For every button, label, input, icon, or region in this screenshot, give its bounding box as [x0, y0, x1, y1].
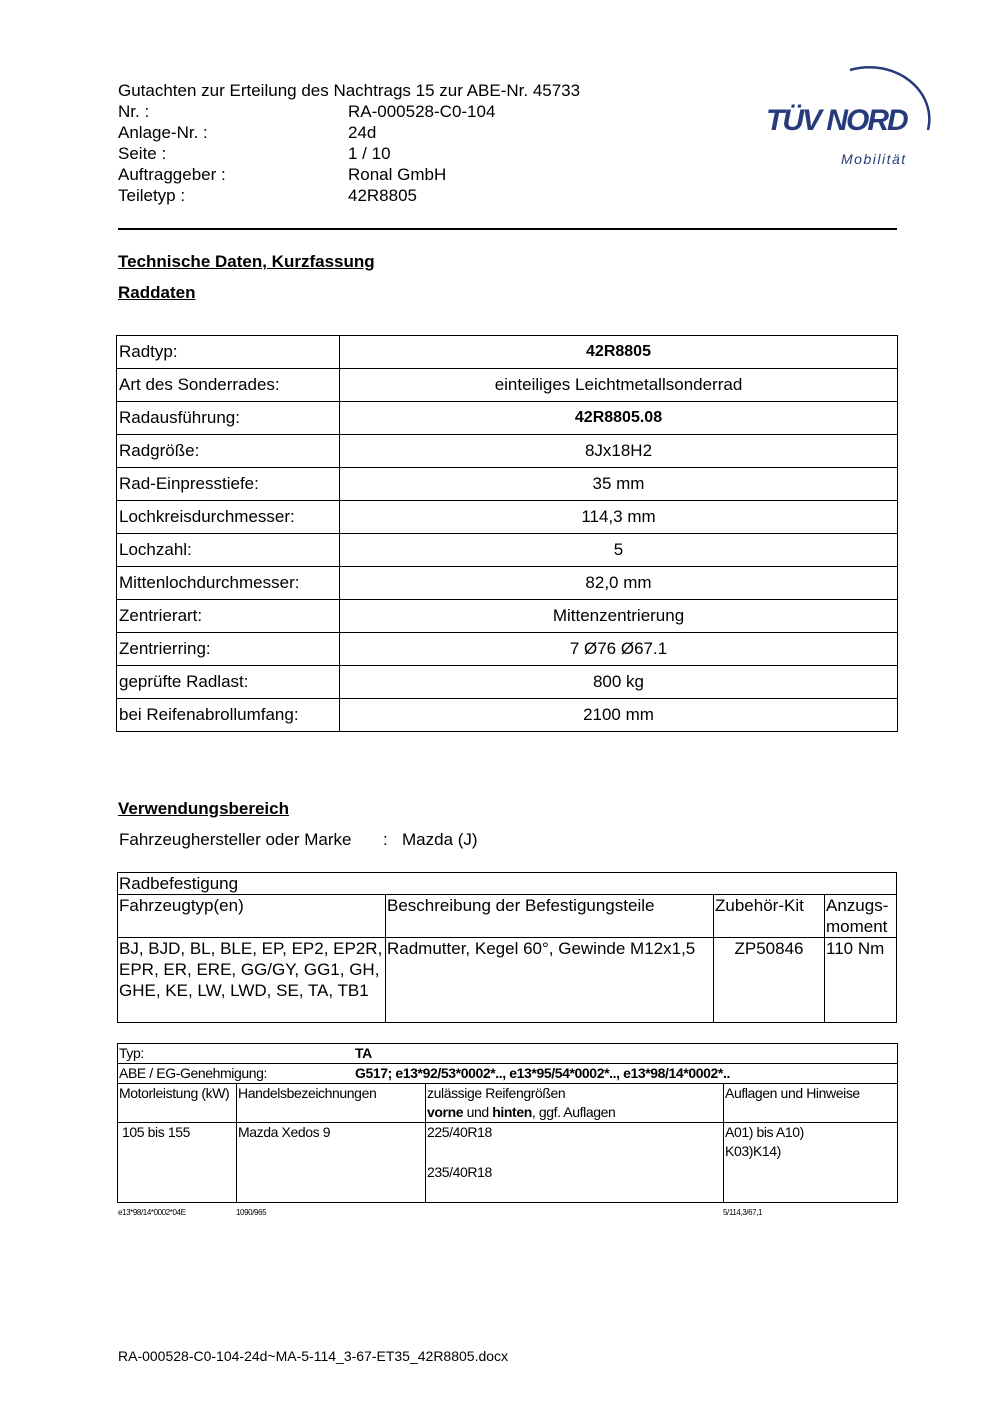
ausfuehrung-label: Radausführung: — [117, 402, 340, 435]
cell-auflagen — [724, 1123, 898, 1203]
reifen-header-line2 — [427, 1103, 722, 1122]
section-technical-data: Technische Daten, Kurzfassung — [118, 252, 375, 271]
radtyp-value: 42R8805 — [340, 336, 898, 369]
table-row — [118, 1084, 898, 1123]
header-handelsbezeichnungen: Handelsbezeichnungen — [237, 1084, 426, 1123]
table-row — [117, 336, 898, 369]
cell-anzugsmoment: 110 Nm — [825, 938, 897, 1023]
table-row — [117, 666, 898, 699]
footnote-gewicht: 1090/965 — [236, 1208, 267, 1217]
cell-beschreibung: Radmutter, Kegel 60°, Gewinde M12x1,5 — [386, 938, 714, 1023]
typ-value: TA — [355, 1045, 372, 1061]
header-row-anlage — [118, 122, 377, 143]
header-value: RA-000528-C0-104 — [348, 102, 496, 121]
art-label: Art des Sonderrades: — [117, 369, 340, 402]
header-value: 1 / 10 — [348, 144, 391, 163]
reifen-hinten: hinten — [492, 1104, 532, 1120]
header-reifengroessen — [426, 1084, 724, 1123]
einpresstiefe-label: Rad-Einpresstiefe: — [117, 468, 340, 501]
logo-subtitle: Mobilität — [841, 151, 907, 167]
radlast-label: geprüfte Radlast: — [117, 666, 340, 699]
header-auflagen: Auflagen und Hinweise — [724, 1084, 898, 1123]
abe-row — [118, 1064, 898, 1084]
cell-fahrzeugtyp: BJ, BJD, BL, BLE, EP, EP2, EP2R, EPR, ER, ERE, GG/GY, GG1, GH, GHE, KE, LW, LWD, SE, TA, TB1 — [118, 938, 386, 1023]
header-divider — [118, 228, 897, 230]
einpresstiefe-value: 35 mm — [340, 468, 898, 501]
header-label: Seite : — [118, 144, 167, 163]
header-label: Teiletyp : — [118, 186, 186, 205]
table-row — [117, 699, 898, 732]
auflagen-line: K03)K14) — [725, 1143, 781, 1159]
table-row — [118, 1044, 898, 1064]
section-raddaten: Raddaten — [118, 283, 196, 302]
cell-zubehoer-kit: ZP50846 — [714, 938, 825, 1023]
table-row — [117, 435, 898, 468]
table-row — [118, 938, 897, 1023]
reifen-auflagen: , ggf. Auflagen — [531, 1104, 616, 1120]
table-row — [117, 534, 898, 567]
header-anzugsmoment: Anzugs-moment — [825, 895, 897, 938]
hersteller-separator: : — [383, 830, 388, 849]
radgroesse-label: Radgröße: — [117, 435, 340, 468]
header-fahrzeugtyp: Fahrzeugtyp(en) — [118, 895, 386, 938]
abrollumfang-value: 2100 mm — [340, 699, 898, 732]
mittenloch-label: Mittenlochdurchmesser: — [117, 567, 340, 600]
zentrierart-label: Zentrierart: — [117, 600, 340, 633]
header-row-teiletyp — [118, 185, 418, 206]
table-row — [117, 468, 898, 501]
cell-motorleistung: 105 bis 155 — [118, 1123, 237, 1203]
header-beschreibung: Beschreibung der Befestigungsteile — [386, 895, 714, 938]
header-value: 42R8805 — [348, 186, 418, 205]
reifen-und: und — [463, 1104, 493, 1120]
footnote-lochkreis: 5/114,3/67,1 — [723, 1208, 763, 1217]
table-row — [118, 1123, 898, 1203]
header-row-nr — [118, 101, 496, 122]
reifen-size: 225/40R18 — [427, 1124, 492, 1140]
document-filename: RA-000528-C0-104-24d~MA-5-114_3-67-ET35_42R8805.docx — [118, 1348, 509, 1364]
table-row — [117, 402, 898, 435]
abrollumfang-label: bei Reifenabrollumfang: — [117, 699, 340, 732]
table-row — [118, 1064, 898, 1084]
table-row — [118, 895, 897, 938]
section-verwendungsbereich: Verwendungsbereich — [118, 799, 289, 818]
table-row — [117, 567, 898, 600]
table-row — [117, 369, 898, 402]
header-label: Auftraggeber : — [118, 165, 226, 184]
hersteller-label: Fahrzeughersteller oder Marke — [119, 830, 352, 849]
lochkreis-value: 114,3 mm — [340, 501, 898, 534]
zentrierart-value: Mittenzentrierung — [340, 600, 898, 633]
header-label: Nr. : — [118, 102, 150, 121]
reifen-header-line1: zulässige Reifengrößen — [427, 1085, 566, 1101]
radgroesse-value: 8Jx18H2 — [340, 435, 898, 468]
table-row — [117, 600, 898, 633]
lochzahl-label: Lochzahl: — [117, 534, 340, 567]
header-row-seite — [118, 143, 391, 164]
zentrierring-label: Zentrierring: — [117, 633, 340, 666]
typ-label: Typ: — [119, 1045, 144, 1061]
radtyp-label: Radtyp: — [117, 336, 340, 369]
cell-reifen — [426, 1123, 724, 1203]
lochkreis-label: Lochkreisdurchmesser: — [117, 501, 340, 534]
cell-handelsbezeichnung: Mazda Xedos 9 — [237, 1123, 426, 1203]
table-row — [118, 873, 897, 895]
art-value: einteiliges Leichtmetallsonderrad — [340, 369, 898, 402]
typ-row — [118, 1044, 898, 1064]
zentrierring-value: 7 Ø76 Ø67.1 — [340, 633, 898, 666]
radlast-value: 800 kg — [340, 666, 898, 699]
header-motorleistung: Motorleistung (kW) — [118, 1084, 237, 1123]
mittenloch-value: 82,0 mm — [340, 567, 898, 600]
befestigung-table — [117, 872, 897, 1023]
header-label: Anlage-Nr. : — [118, 123, 208, 142]
logo-wordmark: TÜV NORD — [766, 104, 907, 137]
footnote-genehmigung: e13*98/14*0002*04E — [118, 1208, 186, 1217]
hersteller-value: Mazda (J) — [402, 830, 478, 849]
ausfuehrung-value: 42R8805.08 — [340, 402, 898, 435]
reifen-vorne: vorne — [427, 1104, 464, 1120]
raddaten-table — [116, 335, 898, 732]
header-zubehoer-kit: Zubehör-Kit — [714, 895, 825, 938]
report-title: Gutachten zur Erteilung des Nachtrags 15 zur ABE-Nr. 45733 — [118, 81, 581, 100]
abe-label: ABE / EG-Genehmigung: — [119, 1065, 268, 1081]
header-value: 24d — [348, 123, 377, 142]
befestigung-title: Radbefestigung — [118, 873, 897, 895]
lochzahl-value: 5 — [340, 534, 898, 567]
auflagen-line: A01) bis A10) — [725, 1124, 804, 1140]
abe-value: G517; e13*92/53*0002*.., e13*95/54*0002*.., e13*98/14*0002*.. — [355, 1065, 730, 1081]
typ-table — [117, 1043, 898, 1203]
reifen-size: 235/40R18 — [427, 1164, 492, 1180]
table-row — [117, 633, 898, 666]
header-value: Ronal GmbH — [348, 165, 447, 184]
header-row-auftraggeber — [118, 164, 447, 185]
table-row — [117, 501, 898, 534]
